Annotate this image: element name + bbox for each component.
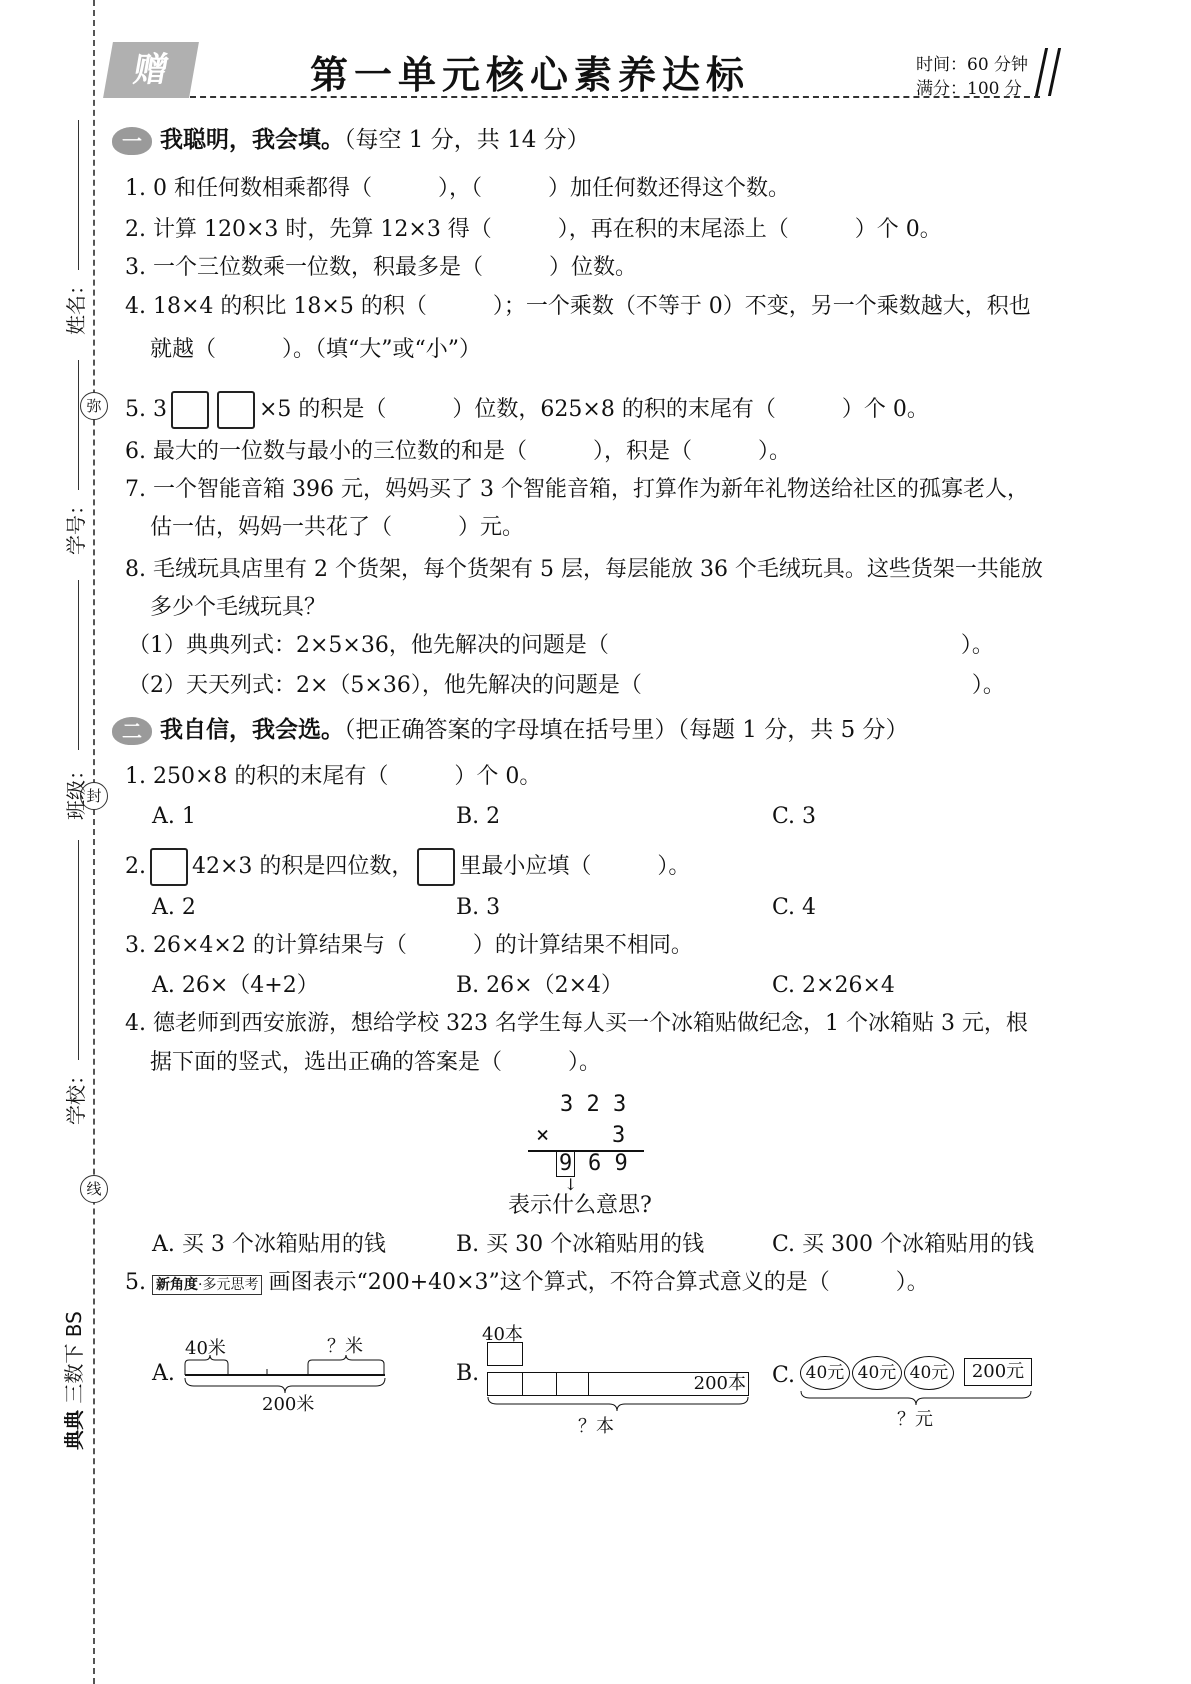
calc-question: 表示什么意思? <box>508 1193 652 1218</box>
s1-q2: 2. 计算 120×3 时，先算 12×3 得（ ），再在积的末尾添上（ ）个 0。 <box>125 217 942 242</box>
arrow-down-icon: ↓ <box>564 1175 578 1194</box>
diagram-c-coin: 40元 <box>852 1356 902 1390</box>
page-title: 第一单元核心素养达标 <box>310 52 751 97</box>
s2-q3-opt-a: A. 26×（4+2） <box>152 973 319 998</box>
book-info <box>58 1311 87 1450</box>
section2-number: 二 <box>112 717 152 745</box>
new-angle-tag <box>152 1275 262 1295</box>
s1-q6: 6. 最大的一位数与最小的三位数的和是（ ），积是（ ）。 <box>125 439 791 464</box>
s1-q7: 7. 一个智能音箱 396 元，妈妈买了 3 个智能音箱，打算作为新年礼物送给社区的孤寡老人， <box>125 477 1029 502</box>
blank-box[interactable] <box>417 848 455 886</box>
s1-q5 <box>125 391 929 429</box>
q5-prefix: 5. 3 <box>125 397 167 422</box>
s2-q3-opt-b: B. 26×（2×4） <box>456 973 624 998</box>
class-label: 班级： <box>64 760 88 820</box>
s1-q8-cont: 多少个毛绒玩具？ <box>150 595 327 620</box>
diagram-b-base: 200本 <box>693 1373 746 1394</box>
s1-q4-cont: 就越（ ）。（填“大”或“小”） <box>150 337 481 362</box>
s2-q2-opt-c: C. 4 <box>772 895 817 920</box>
diagram-b-brace <box>487 1396 749 1412</box>
s1-q7-cont: 估一估，妈妈一共花了（ ）元。 <box>150 515 525 540</box>
s1-q8: 8. 毛绒玩具店里有 2 个货架，每个货架有 5 层，每层能放 36 个毛绒玩具。这些货架一共能放 <box>125 557 1043 582</box>
calc-multiplier: 3 <box>612 1123 626 1148</box>
s1-q1: 1. 0 和任何数相乘都得（ ），（ ）加任何数还得这个数。 <box>125 176 790 201</box>
diagram-c-coin: 40元 <box>800 1356 850 1390</box>
calc-highlight-digit: 9 <box>556 1151 575 1177</box>
name-line <box>78 120 79 270</box>
s2-q4-opt-b: B. 买 30 个冰箱贴用的钱 <box>456 1232 705 1257</box>
seal-mi: 弥 <box>80 392 108 420</box>
brand-logo: 典典 <box>62 1410 86 1450</box>
calc-multiplicand: 3 2 3 <box>560 1092 627 1117</box>
diagram-b-total: ？本 <box>578 1416 614 1437</box>
diagram-a-unknown: ？米 <box>327 1336 363 1357</box>
q5-text: ×5 的积是（ ）位数，625×8 的积的末尾有（ ）个 0。 <box>258 397 929 422</box>
school-line <box>78 840 79 1060</box>
diagram-c-brace <box>800 1390 1032 1406</box>
s2-q1-opt-b: B. 2 <box>456 804 501 829</box>
s2-q1-opt-a: A. 1 <box>152 804 196 829</box>
s2-q3-opt-c: C. 2×26×4 <box>772 973 895 998</box>
s1-q8-1: （1）典典列式：2×5×36，他先解决的问题是（ ）。 <box>128 633 994 658</box>
s2-q4-opt-c: C. 买 300 个冰箱贴用的钱 <box>772 1232 1035 1257</box>
diagram-b-unit-box <box>487 1342 523 1366</box>
diagram-a-label: A. <box>152 1361 175 1386</box>
section1-heading <box>112 126 590 155</box>
diagram-a-total: 200米 <box>262 1394 315 1415</box>
calc-rest: 6 9 <box>588 1151 628 1176</box>
section2-title: 我自信，我会选。 <box>160 716 344 743</box>
book-edition: BS <box>62 1311 86 1338</box>
q2-text: 42×3 的积是四位数， <box>192 854 414 879</box>
tag-sub: ·多元思考 <box>198 1277 259 1293</box>
diagram-a-part: 40米 <box>185 1338 226 1359</box>
header-slashes <box>1035 48 1061 96</box>
section2-heading <box>112 716 909 745</box>
blank-box[interactable] <box>217 391 255 429</box>
blank-box[interactable] <box>150 848 188 886</box>
section1-number: 一 <box>112 127 152 155</box>
s2-q4-cont: 据下面的竖式，选出正确的答案是（ ）。 <box>150 1050 602 1075</box>
tag-main: 新角度 <box>156 1277 198 1293</box>
name-label: 姓名： <box>64 275 88 335</box>
diagram-b-bar <box>487 1372 749 1396</box>
s2-q2-opt-b: B. 3 <box>456 895 501 920</box>
s1-q8-2: （2）天天列式：2×（5×36），他先解决的问题是（ ）。 <box>128 673 1005 698</box>
class-line <box>78 580 79 750</box>
diagram-c-base: 200元 <box>964 1358 1032 1386</box>
q2-text2: 里最小应填（ ）。 <box>459 854 691 879</box>
book-grade: 三数下 <box>62 1343 86 1404</box>
seal-feng: 封 <box>80 782 108 810</box>
header-divider <box>190 96 1040 98</box>
diagram-c-coin: 40元 <box>904 1356 954 1390</box>
s2-q5 <box>125 1269 929 1299</box>
gift-badge: 赠 <box>103 42 199 98</box>
school-label: 学校： <box>64 1065 88 1125</box>
s1-q4: 4. 18×4 的积比 18×5 的积（ ）；一个乘数（不等于 0）不变，另一个乘数越大，积也 <box>125 294 1031 319</box>
diagram-c-label: C. <box>772 1363 796 1388</box>
q5-text: 画图表示“200+40×3”这个算式，不符合算式意义的是（ ）。 <box>268 1270 929 1295</box>
s2-q4-opt-a: A. 买 3 个冰箱贴用的钱 <box>152 1232 386 1257</box>
id-label: 学号： <box>64 495 88 555</box>
id-line <box>78 360 79 490</box>
s2-q4: 4. 德老师到西安旅游，想给学校 323 名学生每人买一个冰箱贴做纪念，1 个冰箱贴 3 元，根 <box>125 1011 1028 1036</box>
seal-xian: 线 <box>80 1175 108 1203</box>
q5-num: 5. <box>125 1270 146 1295</box>
binding-dashed-line <box>93 0 95 1684</box>
blank-box[interactable] <box>171 391 209 429</box>
calc-operator: × <box>536 1123 550 1148</box>
diagram-b-unit: 40本 <box>482 1324 523 1345</box>
full-score: 满分：100 分 <box>916 79 1022 99</box>
q2-num: 2. <box>125 854 146 879</box>
s2-q3: 3. 26×4×2 的计算结果与（ ）的计算结果不相同。 <box>125 933 693 958</box>
time-limit: 时间：60 分钟 <box>916 55 1029 75</box>
diagram-b-label: B. <box>456 1361 480 1386</box>
s2-q1: 1. 250×8 的积的末尾有（ ）个 0。 <box>125 764 542 789</box>
section1-note: （每空 1 分，共 14 分） <box>344 127 590 153</box>
s2-q2-opt-a: A. 2 <box>152 895 196 920</box>
diagram-c-total: ？元 <box>897 1409 933 1430</box>
s2-q2 <box>125 848 690 886</box>
section1-title: 我聪明，我会填。 <box>160 126 344 153</box>
s2-q1-opt-c: C. 3 <box>772 804 817 829</box>
section2-note: （把正确答案的字母填在括号里）（每题 1 分，共 5 分） <box>344 717 909 743</box>
s1-q3: 3. 一个三位数乘一位数，积最多是（ ）位数。 <box>125 255 637 280</box>
